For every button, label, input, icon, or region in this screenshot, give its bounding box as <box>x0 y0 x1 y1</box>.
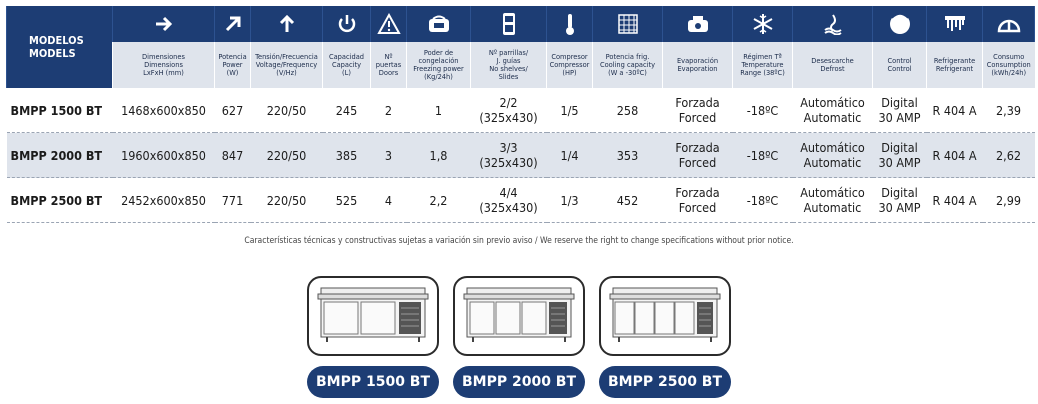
cell-compressor: 1/4 <box>547 133 593 178</box>
cell-dimensions: 1468x600x850 <box>113 88 215 133</box>
product-image-1500 <box>307 276 439 356</box>
cell-consumption: 2,99 <box>983 178 1035 223</box>
models-header-es: MODELOS <box>29 34 84 47</box>
header-control: Control Control <box>873 42 927 88</box>
cell-voltage: 220/50 <box>251 88 323 133</box>
cell-refrigerant: R 404 A <box>927 178 983 223</box>
models-header-en: MODELS <box>29 47 76 60</box>
freezing-icon <box>407 6 471 42</box>
cell-evaporation: Forzada Forced <box>663 133 733 178</box>
header-refrigerant: Refrigerante Refrigerant <box>927 42 983 88</box>
header-doors: Nº puertas Doors <box>371 42 407 88</box>
icon-header-row <box>7 6 1035 42</box>
cell-voltage: 220/50 <box>251 178 323 223</box>
product-label: BMPP 1500 BT <box>307 366 439 398</box>
table-row <box>7 133 1035 178</box>
cell-defrost: Automático Automatic <box>793 88 873 133</box>
header-evaporation: Evaporación Evaporation <box>663 42 733 88</box>
evaporation-icon <box>793 6 873 42</box>
header-voltage: Tensión/Frecuencia Voltage/Frequency (V/Hz) <box>251 42 323 88</box>
product-label: BMPP 2500 BT <box>599 366 731 398</box>
cell-power: 847 <box>215 133 251 178</box>
header-dimensions: Dimensiones Dimensions LxFxH (mm) <box>113 42 215 88</box>
model-name: BMPP 2500 BT <box>7 178 113 223</box>
label-header-row <box>7 42 1035 88</box>
cell-dimensions: 2452x600x850 <box>113 178 215 223</box>
cell-refrigerant: R 404 A <box>927 133 983 178</box>
cell-cooling: 353 <box>593 133 663 178</box>
cell-temperature: -18ºC <box>733 133 793 178</box>
header-compressor: Compresor Compressor (HP) <box>547 42 593 88</box>
temperature-range-icon <box>873 6 927 42</box>
cell-temperature: -18ºC <box>733 178 793 223</box>
header-defrost: Desescarche Defrost <box>793 42 873 88</box>
snowflake-icon <box>733 6 793 42</box>
cell-temperature: -18ºC <box>733 88 793 133</box>
cell-evaporation: Forzada Forced <box>663 88 733 133</box>
cell-freezing: 2,2 <box>407 178 471 223</box>
cell-consumption: 2,39 <box>983 88 1035 133</box>
spec-table <box>6 6 1035 223</box>
cell-capacity: 385 <box>323 133 371 178</box>
control-icon <box>983 6 1035 42</box>
cell-doors: 2 <box>371 88 407 133</box>
model-name: BMPP 2000 BT <box>7 133 113 178</box>
model-name: BMPP 1500 BT <box>7 88 113 133</box>
product-image-2500 <box>599 276 731 356</box>
models-header <box>7 6 113 88</box>
header-freezing: Poder de congelación Freezing power (Kg/24h) <box>407 42 471 88</box>
cell-power: 627 <box>215 88 251 133</box>
compressor-icon <box>663 6 733 42</box>
cell-voltage: 220/50 <box>251 133 323 178</box>
table-row <box>7 88 1035 133</box>
cell-capacity: 245 <box>323 88 371 133</box>
header-capacity: Capacidad Capacity (L) <box>323 42 371 88</box>
arrow-diagonal-icon <box>215 6 251 42</box>
cell-cooling: 452 <box>593 178 663 223</box>
header-shelves: Nº parrillas/ J. guías No shelves/ Slides <box>471 42 547 88</box>
fridge-icon <box>471 6 547 42</box>
cell-dimensions: 1960x600x850 <box>113 133 215 178</box>
header-consumption: Consumo Consumption (kWh/24h) <box>983 42 1035 88</box>
header-power: Potencia Power (W) <box>215 42 251 88</box>
cell-doors: 4 <box>371 178 407 223</box>
cell-freezing: 1 <box>407 88 471 133</box>
cell-refrigerant: R 404 A <box>927 88 983 133</box>
cell-doors: 3 <box>371 133 407 178</box>
cell-cooling: 258 <box>593 88 663 133</box>
cell-shelves: 4/4 (325x430) <box>471 178 547 223</box>
cell-compressor: 1/5 <box>547 88 593 133</box>
cell-shelves: 2/2 (325x430) <box>471 88 547 133</box>
thermometer-icon <box>547 6 593 42</box>
cell-freezing: 1,8 <box>407 133 471 178</box>
counter-4-door-icon <box>607 286 723 346</box>
cell-capacity: 525 <box>323 178 371 223</box>
cell-defrost: Automático Automatic <box>793 178 873 223</box>
counter-3-door-icon <box>461 286 577 346</box>
cell-compressor: 1/3 <box>547 178 593 223</box>
product-label: BMPP 2000 BT <box>453 366 585 398</box>
defrost-icon <box>927 6 983 42</box>
header-cooling: Potencia frig. Cooling capacity (W a -30ºC) <box>593 42 663 88</box>
power-icon <box>323 6 371 42</box>
cell-defrost: Automático Automatic <box>793 133 873 178</box>
shelves-icon <box>593 6 663 42</box>
arrow-right-icon <box>113 6 215 42</box>
footnote: Características técnicas y constructivas sujetas a variación sin previo aviso / We reserve the right to change specifications without prior notice. <box>244 236 794 246</box>
table-row <box>7 178 1035 223</box>
counter-2-door-icon <box>315 286 431 346</box>
cell-control: Digital 30 AMP <box>873 88 927 133</box>
cell-power: 771 <box>215 178 251 223</box>
header-temperature: Régimen Tª Temperature Range (38ºC) <box>733 42 793 88</box>
cell-shelves: 3/3 (325x430) <box>471 133 547 178</box>
warning-icon <box>371 6 407 42</box>
product-image-2000 <box>453 276 585 356</box>
cell-consumption: 2,62 <box>983 133 1035 178</box>
cell-control: Digital 30 AMP <box>873 178 927 223</box>
cell-evaporation: Forzada Forced <box>663 178 733 223</box>
arrow-up-icon <box>251 6 323 42</box>
cell-control: Digital 30 AMP <box>873 133 927 178</box>
